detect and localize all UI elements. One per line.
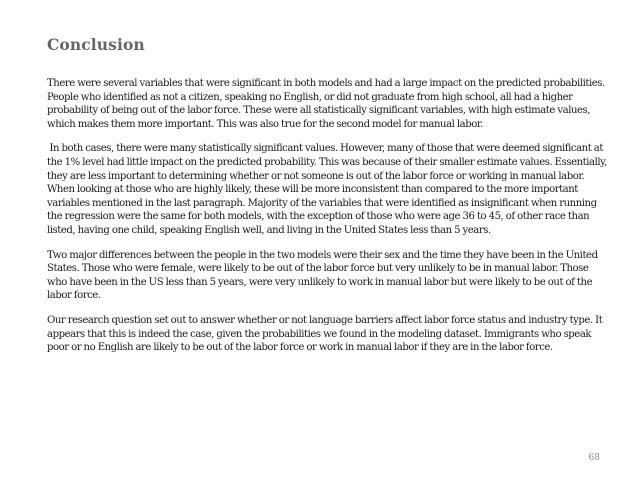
slide-body [47,77,610,366]
paragraph-research-question: Our research question set out to answer whether or not language barriers affect labor force status and industry type. It appears that this is indeed the case, given the probabilities we found in the modeling dataset. Immigrants who speak poor or no English are likely to be out of the labor force or work in manual labor if they are in the labor force. [47,314,605,354]
page-number: 68 [588,453,600,463]
paragraph-model-differences: Two major differences between the people in the two models were their sex and the time they have been in the United States. Those who were female, were likely to be out of the labor force but very unlikely to be in manual labor. Those who have been in the US less than 5 years, were very unlikely to work in manual labor but were likely to be out of the labor force. [47,249,601,302]
slide-title: Conclusion [47,35,145,54]
paragraph-significant-variables: There were several variables that were significant in both models and had a large impact on the predicted probabilities. People who identified as not a citizen, speaking no English, or did not graduate from high school, all had a higher probability of being out of the labor force. These were all statistically significant variables, with high estimate values, which makes them more important. This was also true for the second model for manual labor. [47,78,608,130]
paragraph-statistical-significance: In both cases, there were many statistically significant values. However, many of those that were deemed significant at the 1% level had little impact on the predicted probability. This was because of their smaller estimate values. Essentially, they are less important to determining whether or not someone is out of the labor force or working in manual labor. When looking at those who are highly likely, these will be more inconsistent than compared to the more important variables mentioned in the last paragraph. Majority of the variables that were identified as insignificant when running the regression were the same for both models, with the exception of those who were age 36 to 45, of other race than listed, having one child, speaking English well, and living in the United States less than 5 years. [47,143,610,236]
